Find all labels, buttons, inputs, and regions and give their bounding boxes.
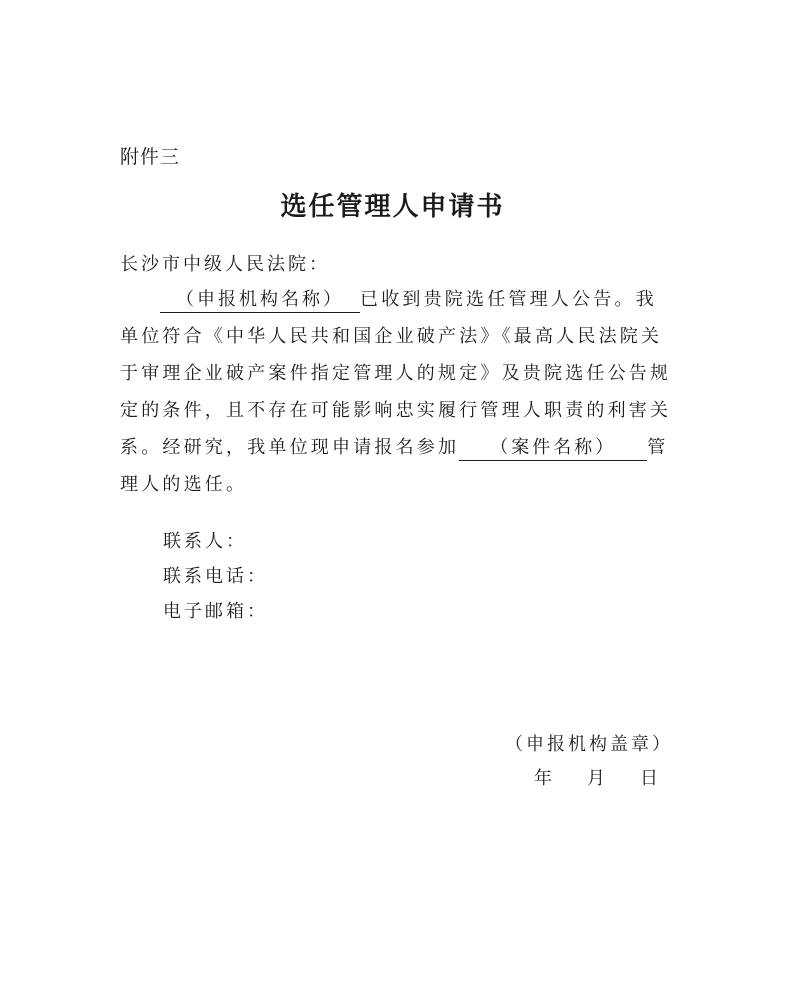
year-label: 年 bbox=[534, 768, 555, 789]
body-line-1 bbox=[120, 281, 666, 318]
application-body bbox=[120, 281, 672, 503]
date-line bbox=[534, 764, 661, 790]
contact-info bbox=[163, 524, 268, 629]
body-text: 已收到贵院选任管理人公告。我 bbox=[360, 289, 657, 310]
body-text: 系。经研究，我单位现申请报名参加 bbox=[120, 437, 460, 458]
body-text: 管 bbox=[647, 437, 669, 458]
addressee: 长沙市中级人民法院： bbox=[120, 254, 330, 275]
body-line-3: 于审理企业破产案件指定管理人的规定》及贵院选任公告规 bbox=[120, 363, 672, 384]
body-line-6: 理人的选任。 bbox=[120, 474, 248, 495]
body-line-5 bbox=[120, 429, 669, 466]
month-label: 月 bbox=[587, 768, 608, 789]
contact-phone-label: 联系电话： bbox=[163, 566, 268, 587]
body-line-4: 定的条件，且不存在可能影响忠实履行管理人职责的利害关 bbox=[120, 400, 672, 421]
contact-email-label: 电子邮箱： bbox=[163, 601, 268, 622]
day-label: 日 bbox=[640, 768, 661, 789]
contact-person-label: 联系人： bbox=[163, 531, 247, 552]
case-name-blank[interactable]: （案件名称） bbox=[459, 436, 647, 461]
org-name-blank[interactable]: （申报机构名称） bbox=[160, 288, 360, 313]
attachment-label: 附件三 bbox=[120, 146, 181, 168]
body-line-2: 单位符合《中华人民共和国企业破产法》《最高人民法院关 bbox=[120, 326, 663, 347]
seal-placeholder: （申报机构盖章） bbox=[505, 734, 673, 755]
document-title: 选任管理人申请书 bbox=[280, 192, 505, 222]
